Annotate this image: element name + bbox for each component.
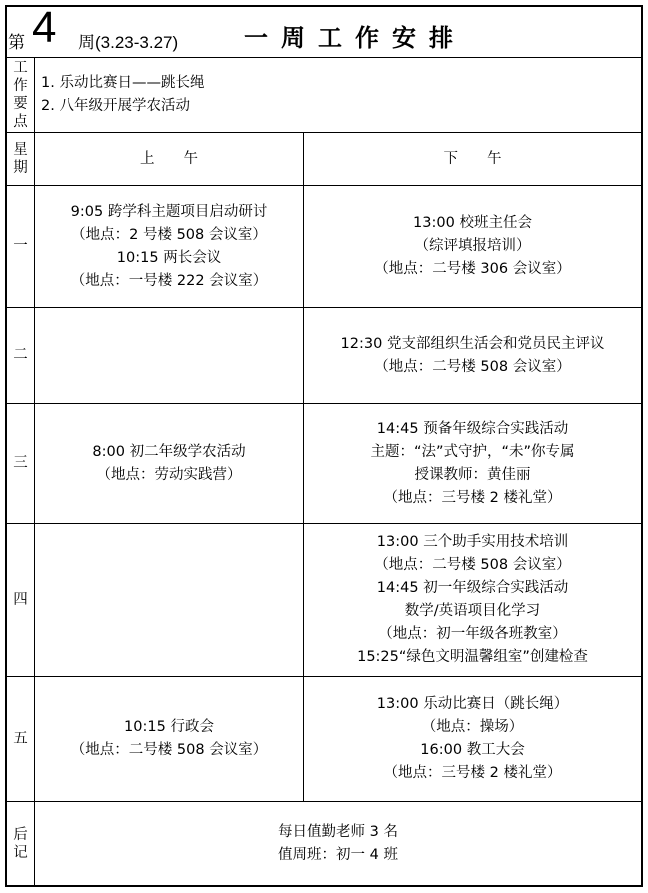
afternoon-cell-mon: 13:00 校班主任会 （综评填报培训） （地点：二号楼 306 会议室） <box>374 215 571 277</box>
afternoon-cell-fri: 13:00 乐动比赛日（跳长绳） （地点：操场） 16:00 教工大会 （地点：三号楼 2 楼礼堂） <box>376 696 569 781</box>
key-point-item: 1. 乐动比赛日——跳长绳 <box>41 75 205 91</box>
morning-cell-mon: 9:05 跨学科主题项目启动研讨 （地点：2 号楼 508 会议室） 10:15 两长会议 （地点：一号楼 222 会议室） <box>70 203 268 289</box>
postscript-content: 每日值勤老师 3 名 值周班：初一 4 班 <box>278 823 398 863</box>
week-number: 4 <box>32 3 57 52</box>
morning-cell-wed: 8:00 初二年级学农活动 （地点：劳动实践营） <box>92 443 246 483</box>
key-points-label: 工 作 要 点 <box>13 60 28 130</box>
postscript-label: 后 记 <box>13 826 28 861</box>
morning-cell-fri: 10:15 行政会 （地点：二号楼 508 会议室） <box>70 719 268 758</box>
afternoon-column-header: 下 午 <box>443 150 502 167</box>
morning-column-header: 上 午 <box>140 150 198 167</box>
day-column-header: 星 期 <box>13 142 28 176</box>
morning-cell-thu <box>35 524 303 676</box>
afternoon-cell-tue: 12:30 党支部组织生活会和党员民主评议 （地点：二号楼 508 会议室） <box>340 335 605 375</box>
afternoon-cell-wed: 14:45 预备年级综合实践活动 主题：“法”式守护，“未”你专属 授课教师：黄佳丽 （地点：三号楼 2 楼礼堂） <box>370 420 575 506</box>
week-range: 周(3.23-3.27) <box>78 33 179 52</box>
day-label-thu: 四 <box>13 591 28 608</box>
day-label-wed: 三 <box>13 455 28 471</box>
key-point-item: 2. 八年级开展学农活动 <box>41 98 190 114</box>
key-points-list <box>35 58 641 132</box>
afternoon-cell-thu: 13:00 三个助手实用技术培训 （地点：二号楼 508 会议室） 14:45 初一年级综合实践活动 数学/英语项目化学习 （地点：初一年级各班教室） 15:25“绿色文明温馨组室”创建检查 <box>357 534 588 665</box>
day-label-fri: 五 <box>13 730 28 747</box>
page-title: 一周工作安排 <box>244 24 466 52</box>
day-label-mon: 一 <box>13 238 28 254</box>
morning-cell-tue <box>35 308 303 403</box>
week-prefix: 第 <box>8 33 25 53</box>
day-label-tue: 二 <box>13 347 28 363</box>
